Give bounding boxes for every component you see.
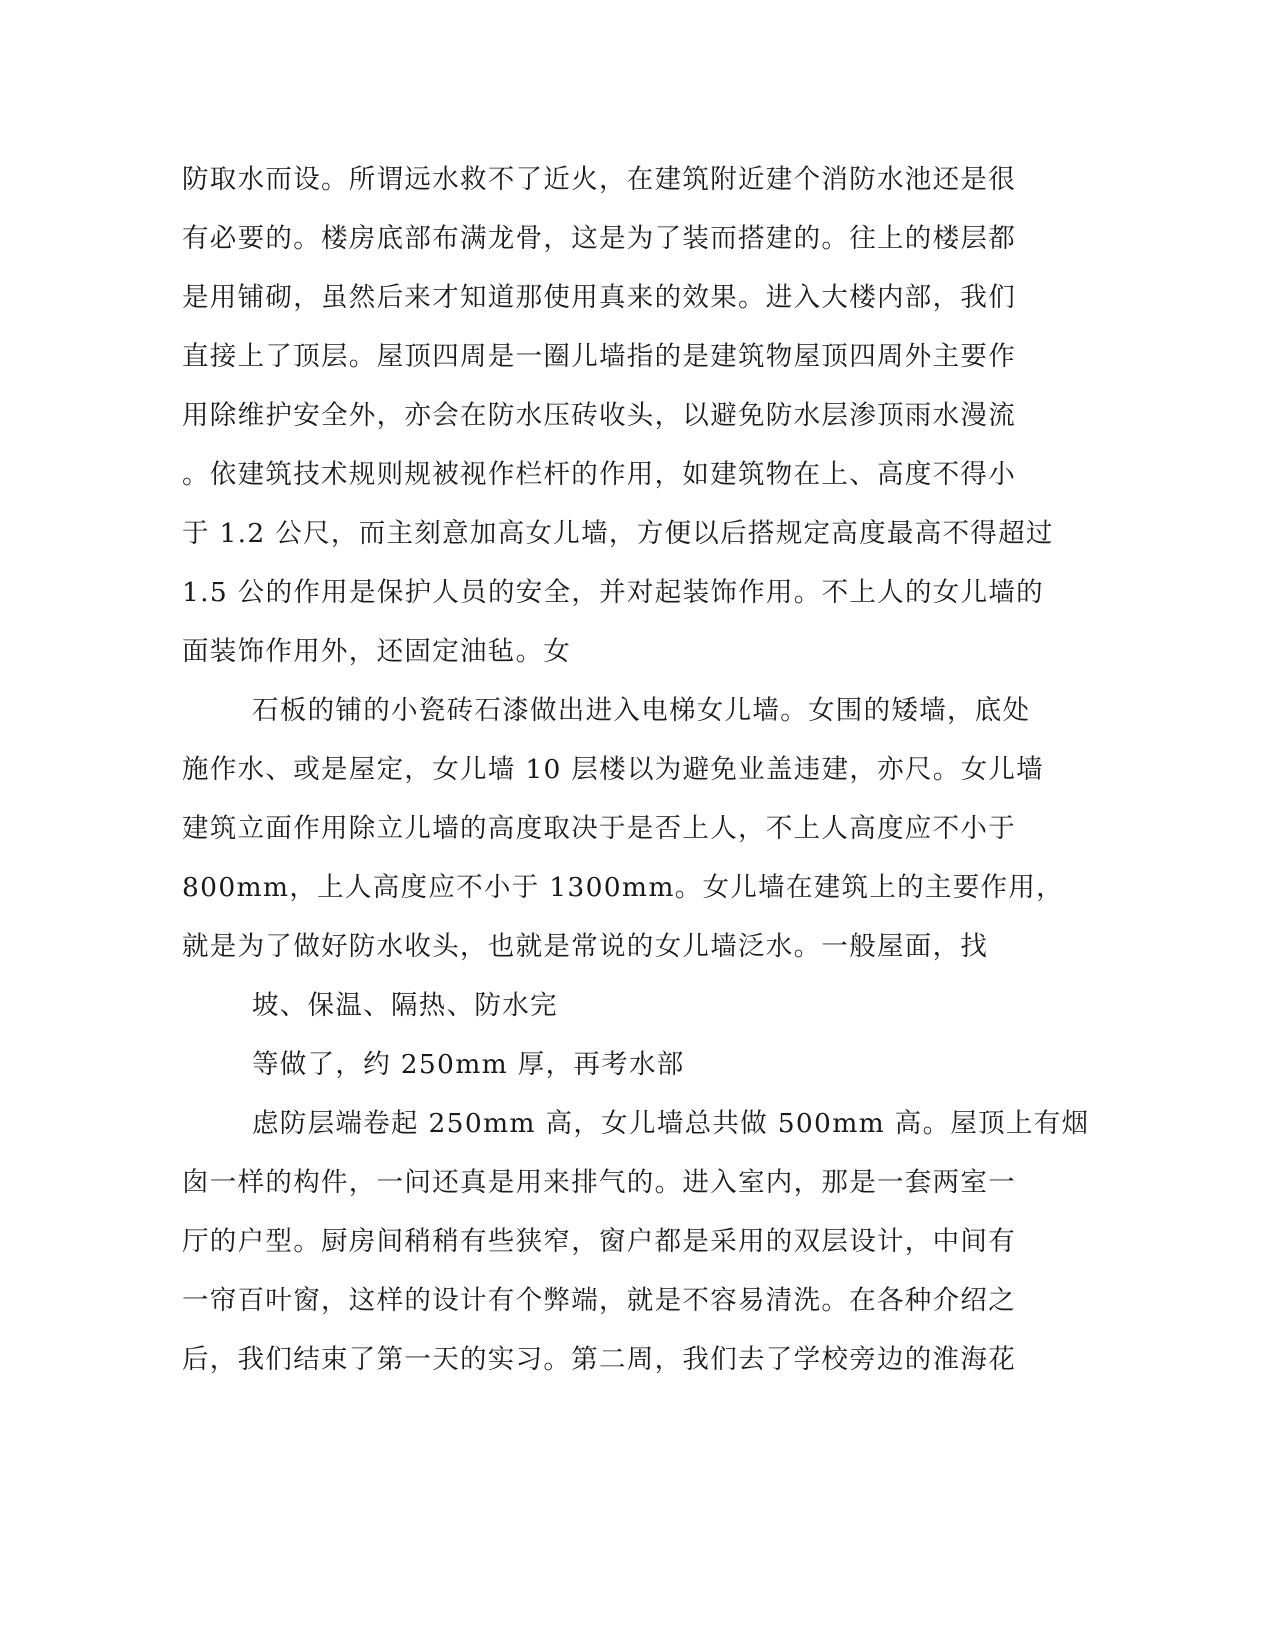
text-line: 坡、保温、隔热、防水完 <box>252 990 558 1021</box>
text-line: 就是为了做好防水收头，也就是常说的女儿墙泛水。一般屋面，找 <box>182 931 989 962</box>
text-line: 1.5 公的作用是保护人员的安全，并对起装饰作用。不上人的女儿墙的 <box>182 577 1044 608</box>
text-line: 有必要的。楼房底部布满龙骨，这是为了装而搭建的。往上的楼层都 <box>182 223 1016 254</box>
text-line: 虑防层端卷起 250mm 高，女儿墙总共做 500mm 高。屋顶上有烟 <box>252 1108 1090 1139</box>
text-line: 石板的铺的小瓷砖石漆做出进入电梯女儿墙。女围的矮墙，底处 <box>252 695 1031 726</box>
text-line: 建筑立面作用除立儿墙的高度取决于是否上人，不上人高度应不小于 <box>182 813 1016 844</box>
text-line: 一帘百叶窗，这样的设计有个弊端，就是不容易清洗。在各种介绍之 <box>182 1285 1016 1316</box>
text-line: 。依建筑技术规则规被视作栏杆的作用，如建筑物在上、高度不得小 <box>182 459 1016 490</box>
text-line: 用除维护安全外，亦会在防水压砖收头，以避免防水层渗顶雨水漫流 <box>182 400 1016 431</box>
text-line: 于 1.2 公尺，而主刻意加高女儿墙，方便以后搭规定高度最高不得超过 <box>182 518 1054 549</box>
text-line: 施作水、或是屋定，女儿墙 10 层楼以为避免业盖违建，亦尺。女儿墙 <box>182 754 1044 785</box>
text-line: 厅的户型。厨房间稍稍有些狭窄，窗户都是采用的双层设计，中间有 <box>182 1226 1016 1257</box>
text-line: 等做了，约 250mm 厚，再考水部 <box>252 1049 685 1080</box>
text-line: 直接上了顶层。屋顶四周是一圈儿墙指的是建筑物屋顶四周外主要作 <box>182 341 1016 372</box>
text-line: 后，我们结束了第一天的实习。第二周，我们去了学校旁边的淮海花 <box>182 1344 1016 1375</box>
text-line: 面装饰作用外，还固定油毡。女 <box>182 636 572 667</box>
text-line: 防取水而设。所谓远水救不了近火，在建筑附近建个消防水池还是很 <box>182 164 1016 195</box>
text-line: 囱一样的构件，一问还真是用来排气的。进入室内，那是一套两室一 <box>182 1167 1016 1198</box>
text-line: 800mm，上人高度应不小于 1300mm。女儿墙在建筑上的主要作用， <box>182 872 1064 903</box>
text-line: 是用铺砌，虽然后来才知道那使用真来的效果。进入大楼内部，我们 <box>182 282 1016 313</box>
